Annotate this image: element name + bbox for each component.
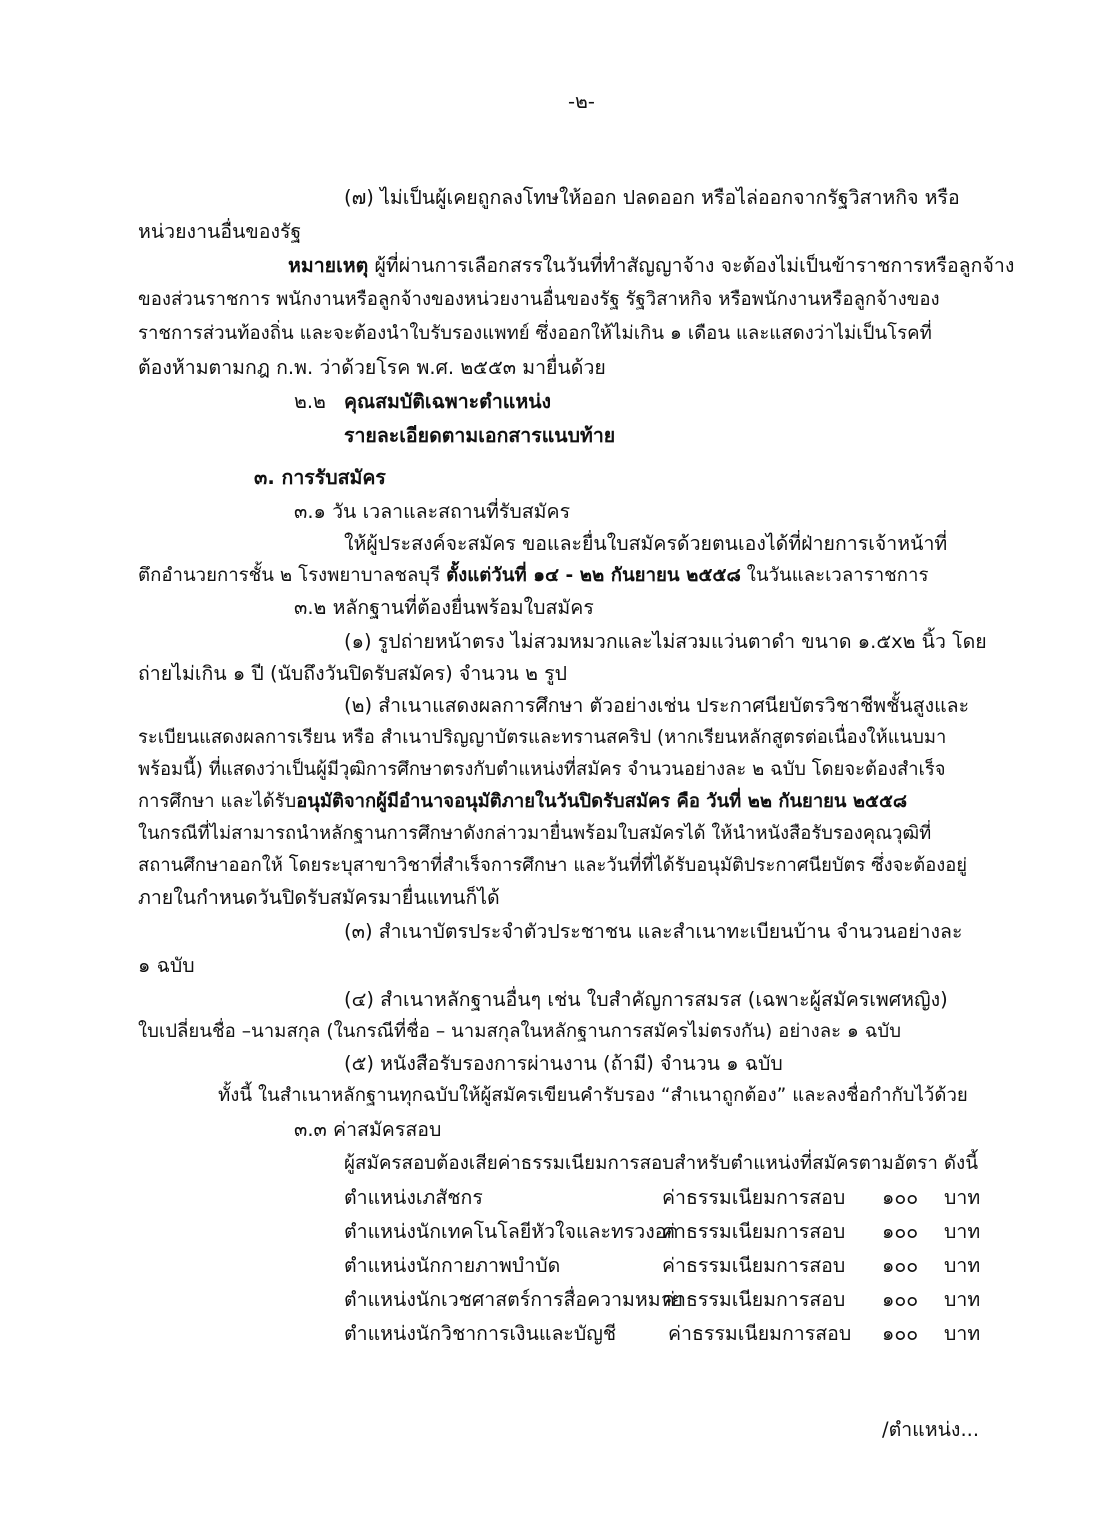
application-location: ตึกอำนวยการชั้น ๒ โรงพยาบาลชลบุรี [138,565,441,586]
doc4-line2: ใบเปลี่ยนชื่อ –นามสกุล (ในกรณีที่ชื่อ – นามสกุลในหลักฐานการสมัครไม่ตรงกัน) อย่างละ ๑ ฉบับ [138,1021,902,1042]
doc2-line4-start: การศึกษา และได้รับ [138,791,297,812]
fee-unit: บาท [944,1220,981,1243]
certify-note: ทั้งนี้ ในสำเนาหลักฐานทุกฉบับให้ผู้สมัครเขียนคำรับรอง “สำเนาถูกต้อง” และลงชื่อกำกับไว้ด้วย [218,1085,968,1106]
item7-line2: หน่วยงานอื่นของรัฐ [138,220,302,243]
fee-unit: บาท [944,1186,981,1209]
fee-label: ค่าธรรมเนียมการสอบ [662,1288,846,1311]
doc3-line1: (๓) สำเนาบัตรประจำตัวประชาชน และสำเนาทะเบียนบ้าน จำนวนอย่างละ [344,920,963,943]
section-3-1-line2 [138,562,928,590]
fee-unit: บาท [944,1254,981,1277]
fee-label: ค่าธรรมเนียมการสอบ [662,1186,846,1209]
note-line2: ของส่วนราชการ พนักงานหรือลูกจ้างของหน่วยงานอื่นของรัฐ รัฐวิสาหกิจ หรือพนักงานหรือลูกจ้างของ [138,289,940,310]
fee-amount: ๑๐๐ [882,1288,919,1311]
fee-unit: บาท [944,1288,981,1311]
section-2-2-number: ๒.๒ [294,390,326,413]
doc2-line7: ภายในกำหนดวันปิดรับสมัครมายื่นแทนก็ได้ [138,886,500,909]
doc4-line1: (๔) สำเนาหลักฐานอื่นๆ เช่น ใบสำคัญการสมรส (เฉพาะผู้สมัครเพศหญิง) [344,988,948,1011]
fee-row [344,1184,483,1212]
note-paragraph-line1 [288,252,1014,280]
note-line3: ราชการส่วนท้องถิ่น และจะต้องนำใบรับรองแพทย์ ซึ่งออกให้ไม่เกิน ๑ เดือน และแสดงว่าไม่เป็นโรคที่ [138,323,932,344]
fee-row [344,1320,616,1348]
fee-amount: ๑๐๐ [882,1254,919,1277]
fee-row [344,1218,678,1246]
section-3-3-title: ๓.๓ ค่าสมัครสอบ [294,1118,442,1141]
doc2-line2: ระเบียนแสดงผลการเรียน หรือ สำเนาปริญญาบัตรและทรานสคริป (หากเรียนหลักสูตรต่อเนื่องให้แนบมา [138,727,947,748]
doc2-line6: สถานศึกษาออกให้ โดยระบุสาขาวิชาที่สำเร็จการศึกษา และวันที่ที่ได้รับอนุมัติประกาศนียบัตร ซึ่งจะต้องอยู่ [138,855,968,876]
fee-position: ตำแหน่งนักเวชศาสตร์การสื่อความหมาย [344,1288,683,1311]
section-2-2-detail: รายละเอียดตามเอกสารแนบท้าย [344,424,616,447]
doc2-line3: พร้อมนี้) ที่แสดงว่าเป็นผู้มีวุฒิการศึกษาตรงกับตำแหน่งที่สมัคร จำนวนอย่างละ ๒ ฉบับ โดยจะต้องสำเร็จ [138,759,946,780]
fee-position: ตำแหน่งนักเทคโนโลยีหัวใจและทรวงอก [344,1220,679,1243]
doc2-line4 [138,788,907,816]
approval-deadline: อนุมัติจากผู้มีอำนาจอนุมัติภายในวันปิดรับสมัคร คือ วันที่ ๒๒ กันยายน ๒๕๕๘ [296,791,908,812]
fee-amount: ๑๐๐ [882,1220,919,1243]
fee-amount: ๑๐๐ [882,1186,919,1209]
section-3-2-title: ๓.๒ หลักฐานที่ต้องยื่นพร้อมใบสมัคร [294,596,594,619]
fee-label: ค่าธรรมเนียมการสอบ [662,1220,846,1243]
doc5: (๕) หนังสือรับรองการผ่านงาน (ถ้ามี) จำนวน ๑ ฉบับ [344,1052,783,1075]
section-3-1-line1: ให้ผู้ประสงค์จะสมัคร ขอและยื่นใบสมัครด้วยตนเองได้ที่ฝ่ายการเจ้าหน้าที่ [344,532,948,555]
section-3-3-intro: ผู้สมัครสอบต้องเสียค่าธรรมเนียมการสอบสำหรับตำแหน่งที่สมัครตามอัตรา ดังนี้ [344,1153,979,1174]
doc2-line1: (๒) สำเนาแสดงผลการศึกษา ตัวอย่างเช่น ประกาศนียบัตรวิชาชีพชั้นสูงและ [344,694,970,717]
note-line4: ต้องห้ามตามกฎ ก.พ. ว่าด้วยโรค พ.ศ. ๒๕๕๓ มายื่นด้วย [138,356,606,379]
fee-amount: ๑๐๐ [882,1322,919,1345]
fee-position: ตำแหน่งนักวิชาการเงินและบัญชี [344,1322,617,1345]
page-number: -๒- [568,90,595,113]
continuation-marker: /ตำแหน่ง... [882,1418,980,1441]
fee-label: ค่าธรรมเนียมการสอบ [662,1254,846,1277]
item7-line1: (๗) ไม่เป็นผู้เคยถูกลงโทษให้ออก ปลดออก หรือไล่ออกจากรัฐวิสาหกิจ หรือ [344,186,960,209]
section-3-title: ๓. การรับสมัคร [254,466,386,489]
application-dates: ตั้งแต่วันที่ ๑๔ - ๒๒ กันยายน ๒๕๕๘ [446,565,741,586]
fee-position: ตำแหน่งนักกายภาพบำบัด [344,1254,561,1277]
note-label: หมายเหตุ [288,254,369,277]
fee-row [344,1252,560,1280]
application-hours: ในวันและเวลาราชการ [746,565,929,586]
section-3-1-title: ๓.๑ วัน เวลาและสถานที่รับสมัคร [294,500,571,523]
doc2-line5: ในกรณีที่ไม่สามารถนำหลักฐานการศึกษาดังกล่าวมายื่นพร้อมใบสมัครได้ ให้นำหนังสือรับรองคุณวุฒิที่ [138,823,932,844]
fee-row [344,1286,683,1314]
doc3-line2: ๑ ฉบับ [138,954,195,977]
section-2-2-title: คุณสมบัติเฉพาะตำแหน่ง [344,390,552,413]
note-text: ผู้ที่ผ่านการเลือกสรรในวันที่ทำสัญญาจ้าง จะต้องไม่เป็นข้าราชการหรือลูกจ้าง [374,254,1015,277]
fee-position: ตำแหน่งเภสัชกร [344,1186,483,1209]
fee-label: ค่าธรรมเนียมการสอบ [668,1322,852,1345]
doc1-line2: ถ่ายไม่เกิน ๑ ปี (นับถึงวันปิดรับสมัคร) จำนวน ๒ รูป [138,662,567,685]
fee-unit: บาท [944,1322,981,1345]
doc1-line1: (๑) รูปถ่ายหน้าตรง ไม่สวมหมวกและไม่สวมแว่นตาดำ ขนาด ๑.๕x๒ นิ้ว โดย [344,630,987,653]
